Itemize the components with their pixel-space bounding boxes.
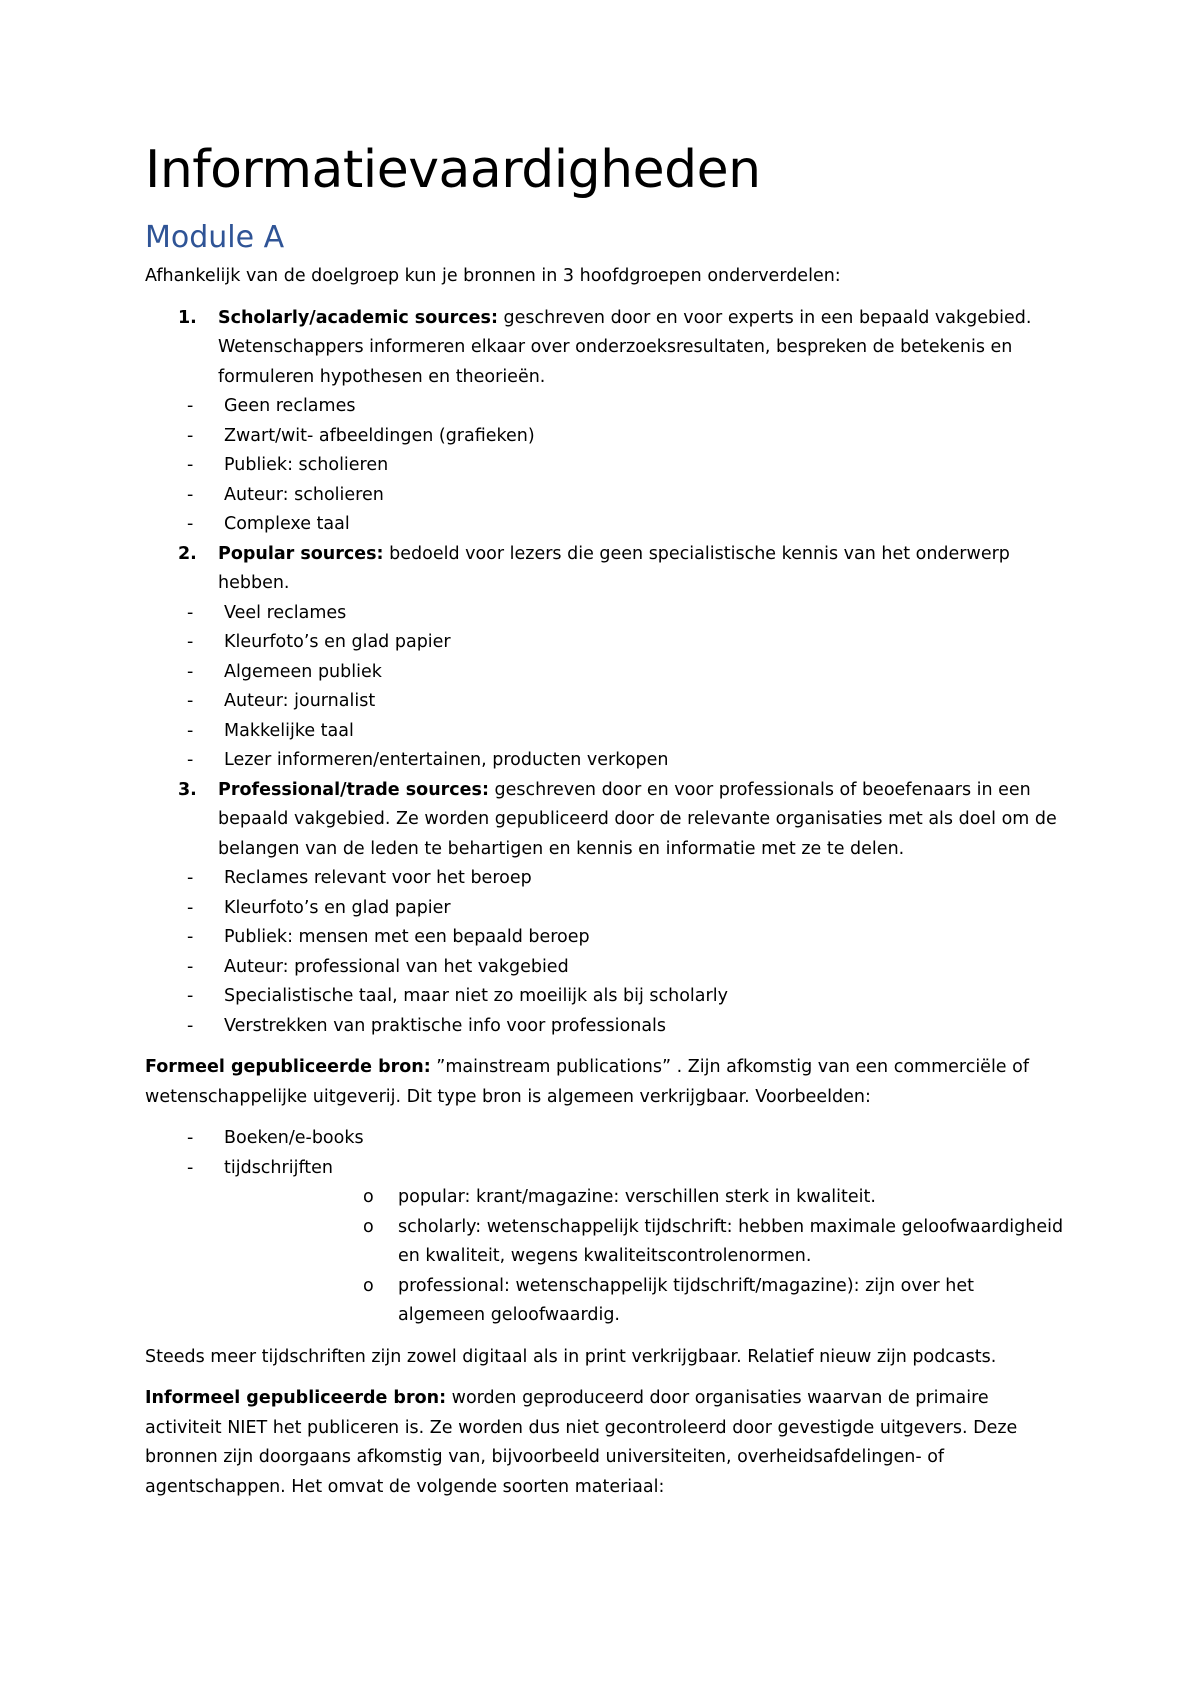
list-item: - Algemeen publiek xyxy=(187,661,382,682)
list-item: - Complexe taal xyxy=(187,514,350,534)
numbered-item xyxy=(145,540,1065,599)
steeds-paragraph: Steeds meer tijdschriften zijn zowel digitaal als in print verkrijgbaar. Relatief nieuw zijn podcasts. xyxy=(145,1346,997,1367)
sub-list-item: o popular: krant/magazine: verschillen sterk in kwaliteit. xyxy=(363,1187,876,1207)
formeel-label: Formeel gepubliceerde bron: xyxy=(145,1057,431,1077)
list-item: - Geen reclames xyxy=(187,396,356,416)
list-item: - Auteur: journalist xyxy=(187,691,376,711)
source-group-scholarly xyxy=(145,304,1065,540)
list-number: 1. xyxy=(178,307,197,328)
list-number: 2. xyxy=(178,543,197,564)
numbered-item xyxy=(145,776,1065,865)
source-group-professional xyxy=(145,776,1065,1042)
list-number: 3. xyxy=(178,779,197,800)
module-heading: Module A xyxy=(145,220,285,255)
numbered-item xyxy=(145,304,1065,393)
item-label: Scholarly/academic sources: xyxy=(218,307,498,328)
list-item: - Publiek: mensen met een bepaald beroep xyxy=(187,927,590,947)
informeel-paragraph xyxy=(145,1384,1065,1502)
item-text: bedoeld voor lezers die geen specialistische kennis van het onderwerp hebben. xyxy=(218,543,1010,593)
list-item: - tijdschrijften xyxy=(187,1157,334,1178)
list-item: - Specialistische taal, maar niet zo moeilijk als bij scholarly xyxy=(187,986,728,1006)
item-text: geschreven door en voor professionals of beoefenaars in een bepaald vakgebied. Ze worden gepubliceerd door de relevante organisaties met als doel om de belangen van de leden te behartigen en kennis en informatie met ze te delen. xyxy=(218,779,1057,859)
item-label: Popular sources: xyxy=(218,543,384,564)
intro-paragraph: Afhankelijk van de doelgroep kun je bronnen in 3 hoofdgroepen onderverdelen: xyxy=(145,266,841,286)
formeel-list xyxy=(145,1124,1065,1331)
list-item: - Boeken/e-books xyxy=(187,1128,364,1148)
sub-list-item: o professional: wetenschappelijk tijdschrift/magazine): zijn over het algemeen geloofwaardig. xyxy=(363,1275,974,1325)
list-item: - Zwart/wit- afbeeldingen (grafieken) xyxy=(187,425,535,446)
document-page xyxy=(145,140,1065,1502)
item-text: geschreven door en voor experts in een bepaald vakgebied. Wetenschappers informeren elkaar over onderzoeksresultaten, bespreken de betekenis en formuleren hypothesen en theorieën. xyxy=(218,307,1032,387)
list-item: - Auteur: professional van het vakgebied xyxy=(187,956,569,977)
informeel-text: worden geproduceerd door organisaties waarvan de primaire activiteit NIET het publiceren is. Ze worden dus niet gecontroleerd door gevestigde uitgevers. Deze bronnen zijn doorgaans afkomstig van, bijvoorbeeld universiteiten, overheidsafdelingen- of agentschappen. Het omvat de volgende soorten materiaal: xyxy=(145,1388,1018,1497)
list-item: - Lezer informeren/entertainen, producten verkopen xyxy=(187,750,669,770)
formeel-text: ”mainstream publications” . Zijn afkomstig van een commerciële of wetenschappelijke uitgeverij. Dit type bron is algemeen verkrijgbaar. Voorbeelden: xyxy=(145,1057,1030,1107)
list-item: - Kleurfoto’s en glad papier xyxy=(187,632,451,652)
list-item: - Makkelijke taal xyxy=(187,720,354,741)
sub-list-item: o scholarly: wetenschappelijk tijdschrift: hebben maximale geloofwaardigheid en kwaliteit, wegens kwaliteitscontrolenormen. xyxy=(363,1216,1064,1266)
formeel-paragraph xyxy=(145,1053,1065,1112)
list-item: - Verstrekken van praktische info voor professionals xyxy=(187,1015,667,1036)
list-item: - Veel reclames xyxy=(187,602,347,623)
list-item: - Kleurfoto’s en glad papier xyxy=(187,897,451,918)
informeel-label: Informeel gepubliceerde bron: xyxy=(145,1388,447,1408)
list-item: - Publiek: scholieren xyxy=(187,455,389,475)
list-item: - Auteur: scholieren xyxy=(187,484,384,505)
item-label: Professional/trade sources: xyxy=(218,779,489,800)
document-title: Informatievaardigheden xyxy=(145,140,761,200)
list-item: - Reclames relevant voor het beroep xyxy=(187,868,532,888)
source-group-popular xyxy=(145,540,1065,776)
